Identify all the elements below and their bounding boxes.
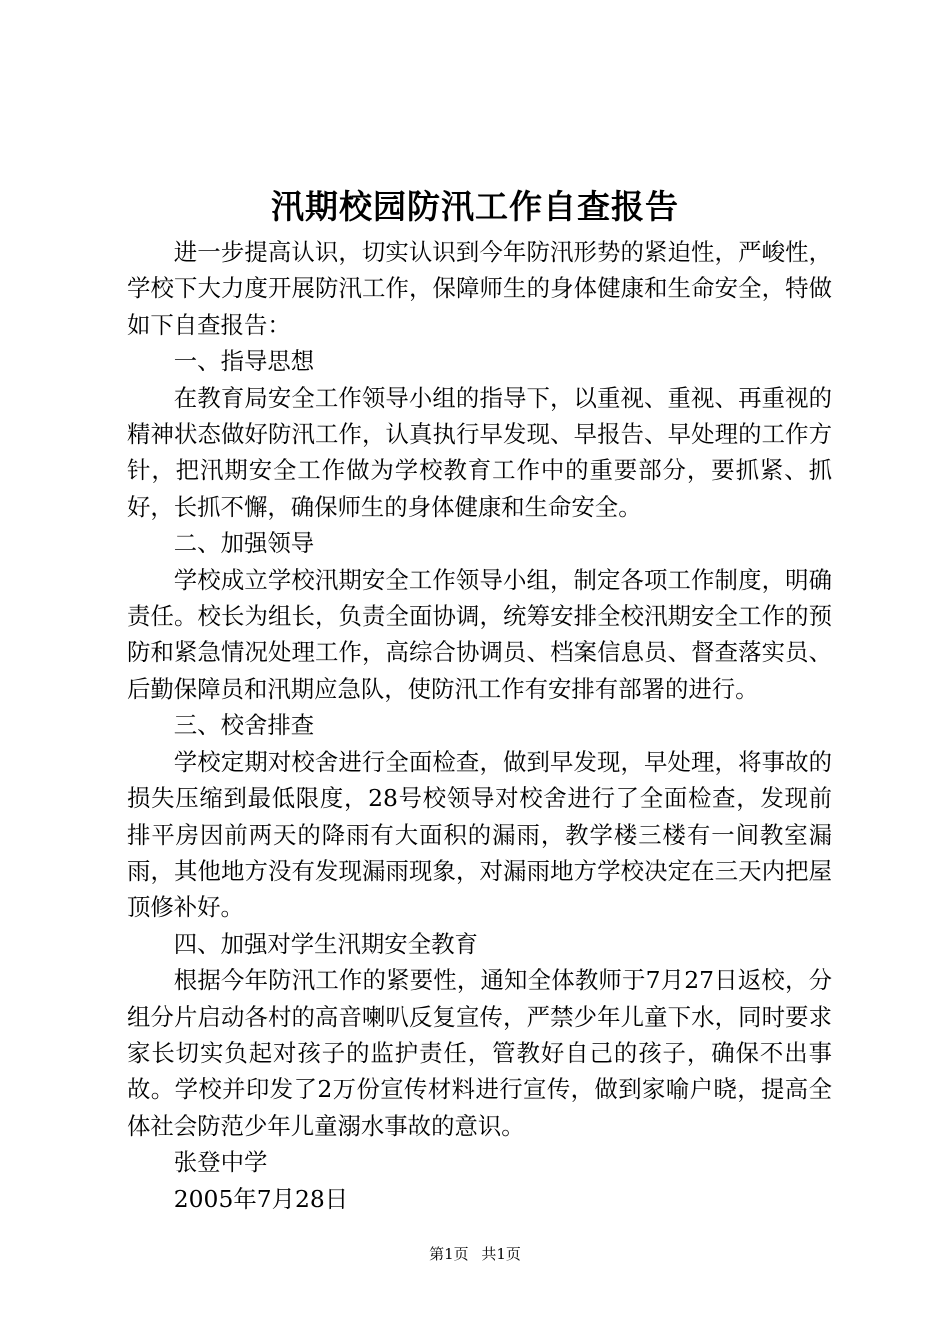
- body-paragraph: 根据今年防汛工作的紧要性，通知全体教师于7月27日返校，分组分片启动各村的高音喇叭反复宣传，严禁少年儿童下水，同时要求家长切实负起对孩子的监护责任，管教好自己的孩子，确保不出事故。学校并印发了2万份宣传材料进行宣传，做到家喻户晓，提高全体社会防范少年儿童溺水事故的意识。: [127, 966, 832, 1140]
- document-body: [127, 234, 832, 1217]
- signature: 张登中学: [173, 1148, 268, 1177]
- body-paragraph: 学校定期对校舍进行全面检查，做到早发现，早处理，将事故的损失压缩到最低限度，28号校领导对校舍进行了全面检查，发现前排平房因前两天的降雨有大面积的漏雨，教学楼三楼有一间教室漏雨，其他地方没有发现漏雨现象，对漏雨地方学校决定在三天内把屋顶修补好。: [127, 747, 832, 922]
- section-heading-guiding-ideology: 一、指导思想: [173, 347, 315, 376]
- body-paragraph: 学校成立学校汛期安全工作领导小组，制定各项工作制度，明确责任。校长为组长，负责全面协调，统筹安排全校汛期安全工作的预防和紧急情况处理工作，高综合协调员、档案信息员、督查落实员、后勤保障员和汛期应急队，使防汛工作有安排有部署的进行。: [127, 565, 832, 703]
- document-date: 2005年7月28日: [173, 1184, 349, 1213]
- section-heading-inspection: 三、校舍排查: [173, 711, 315, 740]
- body-paragraph: 在教育局安全工作领导小组的指导下，以重视、重视、再重视的精神状态做好防汛工作，认真执行早发现、早报告、早处理的工作方针，把汛期安全工作做为学校教育工作中的重要部分，要抓紧、抓好，长抓不懈，确保师生的身体健康和生命安全。: [127, 383, 832, 521]
- section-heading-leadership: 二、加强领导: [173, 529, 315, 558]
- section-heading-education: 四、加强对学生汛期安全教育: [173, 929, 478, 958]
- page-footer: [0, 1244, 950, 1264]
- intro-paragraph: 进一步提高认识，切实认识到今年防汛形势的紧迫性，严峻性，学校下大力度开展防汛工作，保障师生的身体健康和生命安全，特做如下自查报告：: [127, 238, 832, 339]
- page-total: 共1页: [481, 1245, 521, 1263]
- page-number: 第1页: [429, 1245, 469, 1263]
- document-title: 汛期校园防汛工作自查报告: [271, 187, 679, 226]
